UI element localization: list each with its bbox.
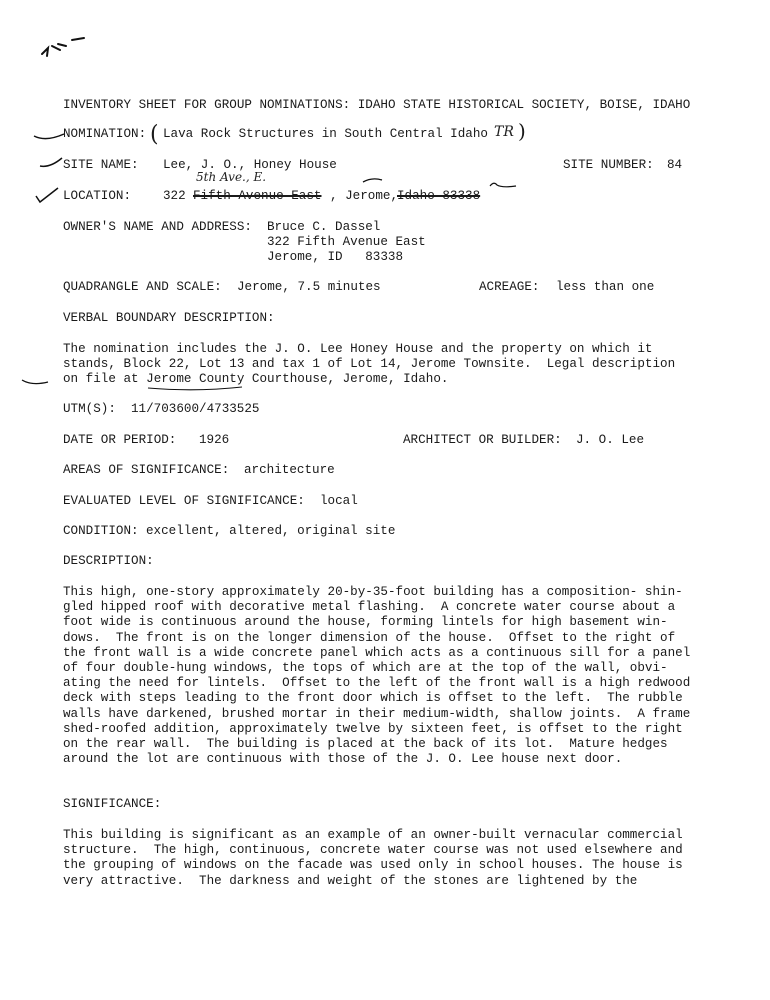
location-hand-correction: 5th Ave., E. [196,170,267,184]
owner-line: Jerome, ID 83338 [267,250,404,264]
location-number: 322 [163,189,186,203]
location-city: , Jerome, [330,189,399,203]
description-label: DESCRIPTION: [63,554,154,568]
nomination-hand-note: TR [494,124,514,140]
description-line: on the rear wall. The building is placed at the back of its lot. Mature hedges [63,737,668,752]
utm-label: UTM(S): [63,402,116,416]
location-struck-street: Fifth Avenue East [193,189,322,203]
boundary-line: The nomination includes the J. O. Lee Honey House and the property on which it [63,342,653,356]
site-name-label: SITE NAME: [63,158,139,172]
description-line: around the lot are continuous with those of the J. O. Lee house next door. [63,752,623,767]
description-line: dows. The front is on the longer dimension of the house. Offset to the right of [63,630,676,645]
hand-open-paren: ( [150,122,159,147]
condition-value: excellent, altered, original site [146,524,396,538]
description-line: deck with steps leading to the front door which is offset to the left. The rubble [63,691,683,706]
description-line: the front wall is a wide concrete panel which acts as a continuous sill for a panel [63,645,691,660]
evaluated-label: EVALUATED LEVEL OF SIGNIFICANCE: [63,494,305,508]
significance-line: the grouping of windows on the facade was used only in school houses. The house is [63,858,683,873]
description-line: walls have darkened, brushed mortar in their medium-width, shallow joints. A frame [63,706,691,721]
significance-label: SIGNIFICANCE: [63,797,162,811]
handwritten-underline-mark [146,385,246,393]
areas-label: AREAS OF SIGNIFICANCE: [63,463,230,477]
site-number-value: 84 [667,158,683,172]
quadrangle-value: Jerome, 7.5 minutes [237,280,381,294]
utm-value: 11/703600/4733525 [131,402,260,416]
boundary-label: VERBAL BOUNDARY DESCRIPTION: [63,311,275,325]
boundary-line: on file at Jerome County Courthouse, Jerome, Idaho. [63,372,449,387]
significance-line: very attractive. The darkness and weight of the stones are lightened by the [63,873,638,888]
description-line: foot wide is continuous around the house, forming lintels for high basement win- [63,615,668,630]
architect-label: ARCHITECT OR BUILDER: [403,433,562,447]
owner-line: 322 Fifth Avenue East [267,235,426,249]
owner-line: Bruce C. Dassel [267,220,381,234]
handwritten-caret-mark [362,176,384,184]
description-line: gled hipped roof with decorative metal flashing. A concrete water course about a [63,600,676,615]
handwritten-loop-mark [488,180,518,190]
boundary-text [63,342,695,388]
document-title: INVENTORY SHEET FOR GROUP NOMINATIONS: IDAHO STATE HISTORICAL SOCIETY, BOISE, IDAHO [63,98,691,112]
architect-value: J. O. Lee [576,433,645,447]
date-value: 1926 [199,433,230,447]
description-line: shed-roofed addition, approximately twelve by sixteen feet, is offset to the right [63,721,683,736]
areas-value: architecture [244,463,335,477]
significance-text [63,828,695,889]
description-line: This high, one-story approximately 20-by-35-foot building has a composition- shin- [63,585,683,599]
owner-label: OWNER'S NAME AND ADDRESS: [63,220,252,234]
significance-line: structure. The high, continuous, concrete water course was not used elsewhere and [63,843,683,858]
description-line: of four double-hung windows, the tops of which are at the top of the wall, obvi- [63,661,668,676]
date-label: DATE OR PERIOD: [63,433,177,447]
condition-label: CONDITION: [63,524,139,538]
evaluated-value: local [320,494,358,508]
nomination-value: Lava Rock Structures in South Central Idaho [163,127,488,141]
quadrangle-label: QUADRANGLE AND SCALE: [63,280,222,294]
handwritten-check-mark [34,186,60,204]
acreage-label: ACREAGE: [479,280,540,294]
handwritten-check-mark [38,156,64,170]
boundary-line: stands, Block 22, Lot 13 and tax 1 of Lot 14, Jerome Townsite. Legal description [63,357,676,372]
nomination-label: NOMINATION: [63,127,147,141]
site-name-value: Lee, J. O., Honey House [163,158,337,172]
acreage-value: less than one [556,280,655,294]
significance-line: This building is significant as an example of an owner-built vernacular commercial [63,828,683,842]
description-line: ating the need for lintels. Offset to the left of the front wall is a high redwood [63,676,691,691]
handwritten-scribble-mark [40,36,90,60]
description-text [63,585,695,767]
site-number-label: SITE NUMBER: [563,158,654,172]
handwritten-underline-mark [20,378,50,388]
location-label: LOCATION: [63,189,132,203]
hand-close-paren: ) [518,119,526,143]
location-struck-state: Idaho 83338 [397,189,481,203]
handwritten-check-mark [32,128,66,142]
